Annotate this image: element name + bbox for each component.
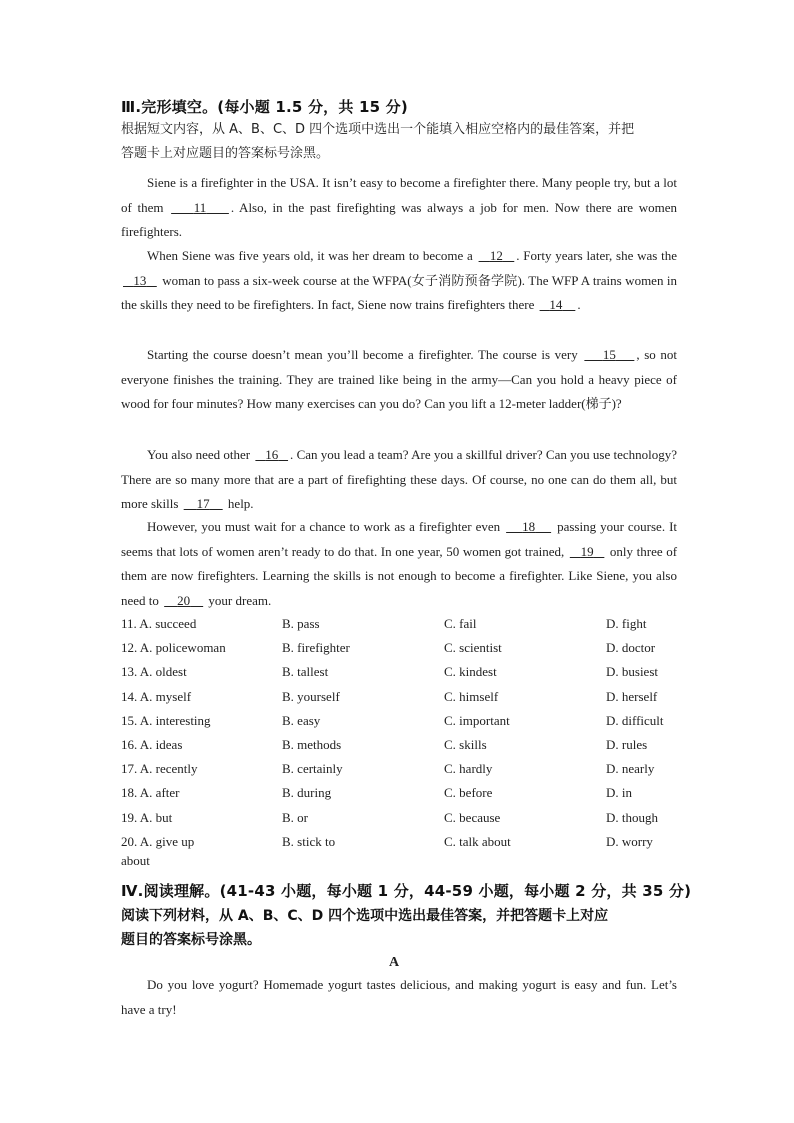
blank-number: 17 [196, 496, 210, 511]
option-c: C. before [444, 785, 493, 801]
blank-16 [253, 447, 290, 462]
passage-text: . Also, in the past firefighting was always a job for men. Now there are women firefighters. [121, 199, 678, 239]
option-d: D. rules [606, 736, 648, 752]
passage-text: only three of them are now firefighters. Learning the skills is not enough to become a firefighter. Like Siene, you also need to [121, 543, 678, 608]
option-a: 18. A. after [121, 785, 180, 801]
option-a: 13. A. oldest [121, 664, 187, 680]
passage-text: However, you must wait for a chance to work as a firefighter even [147, 519, 505, 534]
option-row [121, 733, 681, 757]
blank-number: 16 [265, 447, 279, 462]
option-b: B. stick to [282, 833, 336, 849]
option-c: C. because [444, 809, 501, 825]
instruction-line: 答题卡上对应题目的答案标号涂黑。 [121, 146, 330, 161]
option-a: 15. A. interesting [121, 712, 211, 728]
option-row [121, 806, 681, 830]
blank-number: 11 [193, 199, 207, 215]
option-a: 17. A. recently [121, 761, 198, 777]
passage-paragraph-2 [121, 244, 677, 318]
passage-label: A [389, 955, 400, 970]
blank-15 [582, 347, 636, 362]
option-b: B. or [282, 809, 308, 825]
section3-heading: Ⅲ.完形填空。(每小题 1.5 分，共 15 分) [121, 98, 408, 116]
option-d: D. difficult [606, 712, 664, 728]
blank-number: 20 [177, 592, 191, 608]
passage-text: passing your course. It seems that lots of women aren’t ready to do that. In one year, 50 women got trained, [121, 519, 678, 559]
option-a: 20. A. give up [121, 833, 195, 849]
blank-number: 19 [580, 543, 594, 559]
blank-number: 12 [489, 248, 503, 263]
blank-19 [568, 544, 607, 559]
option-b: B. pass [282, 616, 320, 631]
option-d: D. worry [606, 833, 653, 849]
section3-instruction [121, 118, 681, 166]
passage-text: your dream. [205, 592, 272, 608]
option-d: D. doctor [606, 640, 656, 656]
section4-instruction [121, 904, 681, 952]
passage-text: Siene is a firefighter in the USA. It isn’t easy to become a firefighter there. Many people try, but a lot of them [121, 175, 677, 215]
option-d: D. herself [606, 688, 658, 704]
option-a: 14. A. myself [121, 688, 192, 704]
option-b: B. during [282, 785, 332, 801]
blank-14 [538, 297, 581, 312]
option-d: D. though [606, 809, 658, 825]
option-d: D. fight [606, 616, 647, 631]
passage-text: . Can you lead a team? Are you a skillful driver? Can you use technology? There are so many more that are a part of firefighting these days. Of course, no one can do them all, but more skills [121, 447, 678, 511]
option-d: D. nearly [606, 761, 655, 777]
blank-number: 18 [522, 519, 536, 534]
blank-number: 13 [133, 272, 147, 288]
blank-20 [162, 593, 205, 608]
option-a: 19. A. but [121, 809, 173, 825]
option-c: C. talk about [444, 833, 511, 849]
option-row [121, 636, 681, 660]
instruction-line: 阅读下列材料，从 A、B、C、D 四个选项中选出最佳答案，并把答题卡上对应 [121, 908, 609, 924]
instruction-line: 题目的答案标号涂黑。 [121, 932, 261, 948]
options-list [121, 612, 681, 854]
section4-heading: Ⅳ.阅读理解。(41-43 小题，每小题 1 分，44-59 小题，每小题 2 分，共 35 分) [121, 882, 692, 900]
option-b: B. methods [282, 736, 342, 752]
blank-17 [182, 496, 225, 511]
option-row [121, 709, 681, 733]
option-row [121, 830, 681, 854]
blank-13 [121, 273, 159, 288]
option-d: D. in [606, 785, 632, 801]
option-row [121, 781, 681, 805]
option-c: C. fail [444, 616, 477, 631]
option-d: D. busiest [606, 664, 658, 680]
option-c: C. skills [444, 736, 487, 752]
passage-paragraph-3 [121, 343, 677, 417]
passage-paragraph-4 [121, 443, 677, 517]
passage-paragraph-1 [121, 171, 677, 245]
blank-number: 15 [602, 347, 616, 362]
instruction-line: 根据短文内容，从 A、B、C、D 四个选项中选出一个能填入相应空格内的最佳答案，并把 [121, 122, 635, 137]
passage-text: . [577, 297, 581, 312]
option-c: C. important [444, 712, 510, 728]
option-wrap-text: about [121, 853, 150, 868]
option-c: C. himself [444, 688, 499, 704]
option-b: B. certainly [282, 761, 343, 777]
option-row [121, 660, 681, 684]
blank-11 [169, 200, 231, 215]
passage-text: . Forty years later, she was the [516, 248, 678, 263]
option-row [121, 685, 681, 709]
passage-text: , so not everyone finishes the training. They are trained like being in the army—Can you hold a heavy piece of wood for four minutes? How many exercises can you do? Can you lift a 12-meter ladder(梯子)? [121, 347, 678, 411]
option-a: 16. A. ideas [121, 736, 183, 752]
passage-text: woman to pass a six-week course at the WFPA(女子消防预备学院). The WFP A trains women in the skills they need to be firefighters. In fact, Siene now trains firefighters there [121, 272, 678, 312]
option-a: 12. A. policewoman [121, 640, 226, 656]
option-a: 11. A. succeed [121, 616, 197, 631]
passage-text: Starting the course doesn’t mean you’ll become a firefighter. The course is very [147, 347, 583, 362]
blank-18 [504, 519, 553, 534]
blank-number: 14 [549, 297, 563, 312]
passage-a-intro: Do you love yogurt? Homemade yogurt tastes delicious, and making yogurt is easy and fun. Let’s have a try! [121, 977, 677, 1017]
option-b: B. tallest [282, 664, 329, 680]
passage-text: When Siene was five years old, it was her dream to become a [147, 248, 477, 263]
option-row [121, 612, 681, 636]
option-b: B. yourself [282, 688, 340, 704]
blank-12 [477, 248, 517, 263]
option-c: C. scientist [444, 640, 502, 656]
option-c: C. kindest [444, 664, 497, 680]
option-b: B. easy [282, 712, 321, 728]
passage-text: help. [224, 496, 254, 511]
option-row [121, 757, 681, 781]
passage-paragraph-5 [121, 515, 677, 613]
option-c: C. hardly [444, 761, 493, 777]
option-b: B. firefighter [282, 640, 350, 656]
passage-text: You also need other [147, 447, 254, 462]
